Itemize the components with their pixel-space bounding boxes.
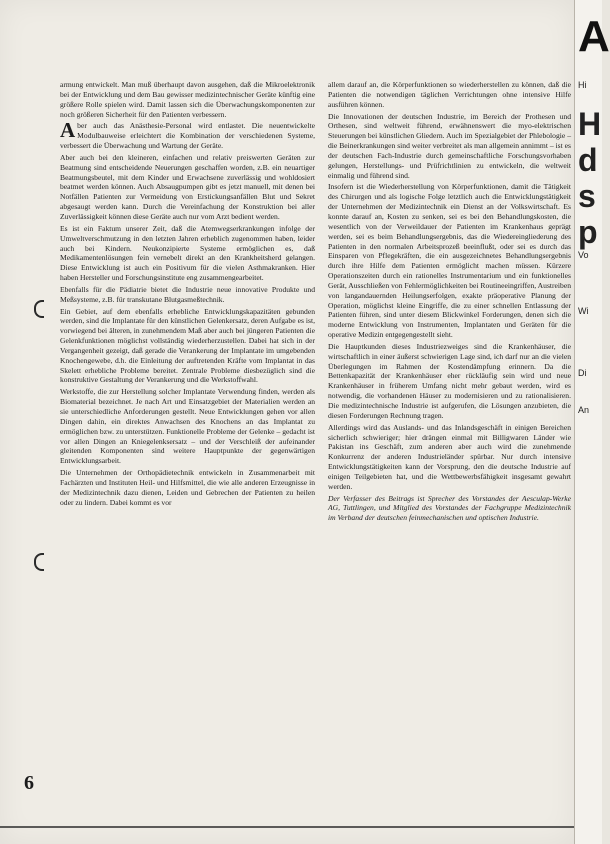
binder-hole-mark (34, 300, 44, 318)
paragraph: armung entwickelt. Man muß überhaupt davon ausgehen, daß die Mikroelektronik bei der Entwicklung und dem Bau gewisser medizintechnischer Geräte künftig eine größere Rolle spielen wird. Damit lassen sich die Überwachungskomponenten zur noch größeren Sicherheit für den Patienten verbessern. (60, 80, 315, 119)
paragraph: Aber auch bei den kleineren, einfachen und relativ preiswerten Geräten zur Beatmung sind entscheidende Neuerungen geschaffen worden, z.B. ein neuartiger Beatmungsbeutel, mit dem Kinder und Erwachsene zuverlässig und wohldosiert beatmet werden können. Auch Absaugpumpen gibt es jetzt manuell, mit denen bei Notfällen Patienten zur Vermeidung von Erstickungsanfällen Blut und Sekret abgesaugt werden kann. Durch die Vereinfachung der Konstruktion bei aller Zuverlässigkeit können diese Geräte auch nur vom Arzt bedient werden. (60, 152, 315, 221)
paragraph: Ebenfalls für die Pädiatrie bietet die Industrie neue innovative Produkte und Meßsysteme, z.B. für transkutane Blutgasmeßtechnik. (60, 284, 315, 304)
adjacent-page-letter: A (578, 12, 610, 61)
adjacent-page-fragment: Di (578, 368, 587, 378)
adjacent-page-fragment: Wi (578, 306, 589, 316)
adjacent-page-fragment: Vo (578, 250, 589, 260)
adjacent-page-edge (574, 0, 610, 844)
paragraph: allem darauf an, die Körperfunktionen so wiederherstellen zu können, daß die Patienten die notwendigen täglichen Verrichtungen ohne intensive Hilfe ausführen können. (328, 80, 571, 109)
paragraph (60, 118, 315, 151)
adjacent-page-heading-fragment: p (578, 214, 598, 250)
paragraph: Ein Gebiet, auf dem ebenfalls erhebliche Entwicklungskapazitäten gebunden werden, sind die Implantate für den künstlichen Gelenkersatz, deren Aufgabe es ist, vorwiegend bei älteren, in zunehmendem Maß aber auch bei jüngeren Patienten die Gelenkfunktionen möglichst vollständig wiederherzustellen. Dabei hat sich in der Vergangenheit gezeigt, daß gerade die Verankerung der Implantate im umgebenden Knochengewebe, d.h. die Einleitung der auftretenden Kräfte vom Implantat in das Skelett erhebliche Probleme bereitet. Zentrale Probleme diesbezüglich sind die konstruktive Gestaltung der Verankerung und die Werkstoffwahl. (60, 306, 315, 385)
adjacent-page-heading-fragment: s (578, 178, 596, 214)
paragraph: Es ist ein Faktum unserer Zeit, daß die Atemwegserkrankungen infolge der Umweltverschmutzung in den letzten Jahren erheblich zugenommen haben, leider auch bei Kindern. Neukonzipierte Systeme ermöglichen es, daß Medikamentenlösungen fein vernebelt direkt an den Krankheitsherd gelangen. Diese Entwicklung ist auch ein Positivum für die vielen Asthmakranken. Hier haben Hersteller und Forschungsinstitute eng zusammengearbeitet. (60, 223, 315, 283)
adjacent-page-heading-fragment: d (578, 142, 598, 178)
author-note: Der Verfasser des Beitrags ist Sprecher des Vorstandes der Aesculap-Werke AG, Tuttlingen, und Mitglied des Vorstandes der Fachgruppe Medizintechnik im Verband der deutschen feinmechanischen und optischen Industrie. (328, 493, 571, 523)
right-text-column (328, 80, 571, 525)
adjacent-page-fragment: An (578, 405, 590, 415)
paragraph: Werkstoffe, die zur Herstellung solcher Implantate Verwendung finden, werden als Biomaterial bezeichnet. Je nach Art und Einsatzgebiet der Materialien werden an sie unterschiedliche Anforderungen gestellt. Neue Entwicklungen gehen vor allen Dingen dahin, ein direktes Anwachsen des Knochens an das Implantat zu ermöglichen bzw. zu unterstützen. Funktionelle Probleme der Gelenke – gedacht ist vor allen Dingen an Kniegelenksersatz – und der Verschleiß der aufeinander gleitenden Komponenten sind weitere Hauptpunkte der gegenwärtigen Entwicklungsarbeit. (60, 387, 315, 466)
dropcap: A (60, 118, 76, 143)
paragraph: Allerdings wird das Auslands- und das Inlandsgeschäft in einigen Bereichen sicherlich schwieriger; hier drängen einmal mit Billigwaren Länder wie Pakistan ins Geschäft, zum anderen aber auch wird die zunehmende Konkurrenz der anderen Industrieländer spürbar. Nur durch intensive Entwicklungstätigkeiten kann der Vorsprung, den die deutsche Industrie auf einigen Teilgebieten hat, und die Wettbewerbsfähigkeit insgesamt gewahrt werden. (328, 422, 571, 491)
adjacent-page-fragment: Hi (578, 80, 587, 90)
paragraph: Die Hauptkunden dieses Industriezweiges sind die Krankenhäuser, die wirtschaftlich in einer äußerst schwierigen Lage sind, ich darf nur an die vielen Überlegungen im Rahmen der Kostendämpfung erinnern. Da die Bettenkapazität der Krankenhäuser eher rückläufig sein wird und neue Krankenhäuser in früherem Umfang nicht mehr gebaut werden, wird es notwendig, die vorhandenen Häuser zu modernisieren und zu rationalisieren. Die medizintechnische Industrie ist aufgerufen, die Lösungen anzubieten, die diesen Forderungen Rechnung tragen. (328, 341, 571, 420)
paragraph: Insofern ist die Wiederherstellung von Körperfunktionen, damit die Tätigkeit des Chirurgen und als logische Folge letztlich auch die Entwicklungstätigkeit der Unternehmen der Medizintechnik ein Dienst an der Volkswirtschaft. Es konnte darauf an, Kosten zu senken, sei es bei den Behandlungskosten, die wesentlich von der Verweildauer der Patienten im Krankenhaus geprägt werden, sei es beim Behandlungsergebnis, das die Wiedereingliederung des Patienten in den normalen Arbeitsprozeß beeinflußt, oder sei es durch das Einsparen von Pflegekräften, die ein ausgezeichnetes Behandlungsergebnis durch ihre Hilfe dem Patienten ermöglicht machen müssen. Kürzere Operationszeiten durch ein rationelles Instrumentarium und ein funktionelles Gerät, Ausschließen von Fehlermöglichkeiten bei Routineeingriffen, Austreiben von langandauernden Heilungserfolgen, exakte präoperative Planung der Operation, möglichst kleine Eingriffe, die zu einer schnellen Entlassung der Patienten führen, sind unter diesem Blickwinkel Forderungen, denen sich die moderne Entwicklung von Instrumenten, Implantaten und Geräten für die operative Medizin entgegengestellt sieht. (328, 182, 571, 340)
page-number: 6 (24, 772, 34, 794)
binder-hole-mark (34, 553, 44, 571)
paragraph: Die Innovationen der deutschen Industrie, im Bereich der Prothesen und Orthesen, sind weltweit führend, erwähnenswert die myo-elektrischen Steuerungen bei künstlichen Gliedern. Auch im Spezialgebiet der Phlebologie – die Beinerkrankungen sind weiter verbreitet als man allgemein annimmt – ist es der deutschen Fach-Industrie durch gemeinschaftliche Forschungsvorhaben gelungen, Herstellungs- und Prüfrichtlinien zu entwickeln, die weltweit einmalig und führend sind. (328, 111, 571, 180)
bottom-rule (0, 826, 574, 828)
paragraph: Die Unternehmen der Orthopädietechnik entwickeln in Zusammenarbeit mit Fachärzten und Instituten Heil- und Hilfsmittel, die wie alle anderen Erzeugnisse in der Medizintechnik dazu dienen, Leiden und Gebrechen der Patienten zu heilen oder zu lindern. Dabei kommt es vor (60, 468, 315, 507)
paragraph-text: ber auch das Anästhesie-Personal wird entlastet. Die neuentwickelte Modulbauweise erleichtert die Kombination der verschiedenen Systeme, verbessert die Überwachung und Wartung der Geräte. (60, 121, 315, 151)
adjacent-page-heading-fragment: H (578, 106, 602, 142)
left-text-column (60, 80, 315, 509)
